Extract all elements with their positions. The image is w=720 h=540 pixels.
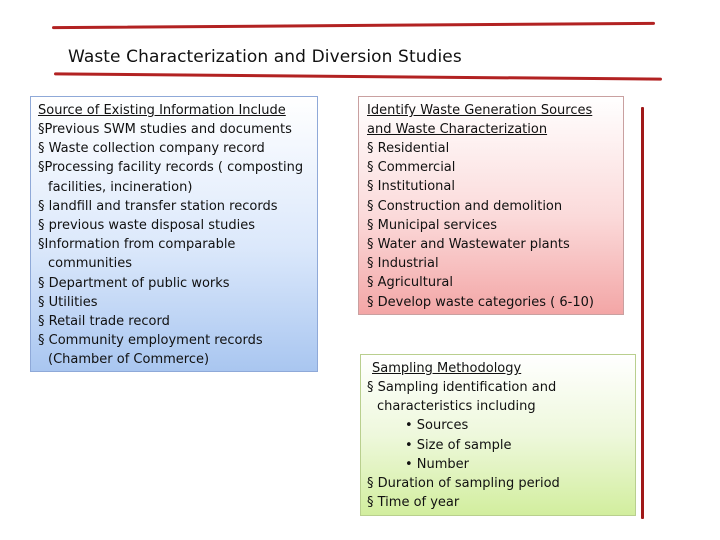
sampling-methodology-heading: Sampling Methodology [372, 361, 522, 376]
list-item: § previous waste disposal studies [38, 218, 256, 234]
list-item: § Sampling identification and [367, 380, 557, 395]
list-item: § Institutional [367, 179, 456, 195]
list-item: communities [48, 256, 132, 272]
waste-generation-heading-line2: and Waste Characterization [367, 122, 548, 137]
list-item: § Retail trade record [38, 314, 170, 330]
list-item: § Municipal services [367, 217, 497, 233]
list-item: §Previous SWM studies and documents [38, 122, 292, 137]
list-item: § Department of public works [38, 275, 230, 291]
list-item: (Chamber of Commerce) [48, 352, 210, 368]
waste-generation-heading-line1: Identify Waste Generation Sources [367, 103, 593, 118]
list-item: § Construction and demolition [367, 198, 563, 214]
list-item: § Waste collection company record [38, 141, 265, 157]
list-item: • Sources [405, 418, 469, 434]
list-item: § Industrial [367, 256, 439, 272]
list-item: §Processing facility records ( composting [38, 160, 304, 176]
list-item: § Agricultural [367, 275, 453, 291]
page-title: Waste Characterization and Diversion Studies [68, 47, 462, 67]
list-item: § Utilities [38, 294, 98, 310]
list-item: § landfill and transfer station records [38, 198, 278, 214]
bottom-decorative-line [54, 72, 662, 80]
list-item: § Community employment records [38, 333, 263, 349]
list-item: § Time of year [367, 495, 460, 511]
list-item: § Water and Wastewater plants [367, 237, 570, 253]
top-decorative-line [52, 22, 655, 29]
existing-information-box [30, 96, 318, 372]
list-item: §Information from comparable [38, 237, 236, 253]
list-item: characteristics including [377, 399, 536, 415]
list-item: facilities, incineration) [48, 179, 193, 195]
right-vertical-bar [641, 107, 644, 519]
list-item: § Residential [367, 141, 450, 156]
list-item: • Number [405, 456, 470, 472]
list-item: § Develop waste categories ( 6-10) [367, 294, 594, 310]
list-item: • Size of sample [405, 437, 512, 453]
list-item: § Commercial [367, 160, 456, 176]
sampling-methodology-box [360, 354, 636, 516]
waste-generation-sources-box [358, 96, 624, 315]
existing-information-heading: Source of Existing Information Include [38, 103, 286, 118]
list-item: § Duration of sampling period [367, 476, 560, 492]
